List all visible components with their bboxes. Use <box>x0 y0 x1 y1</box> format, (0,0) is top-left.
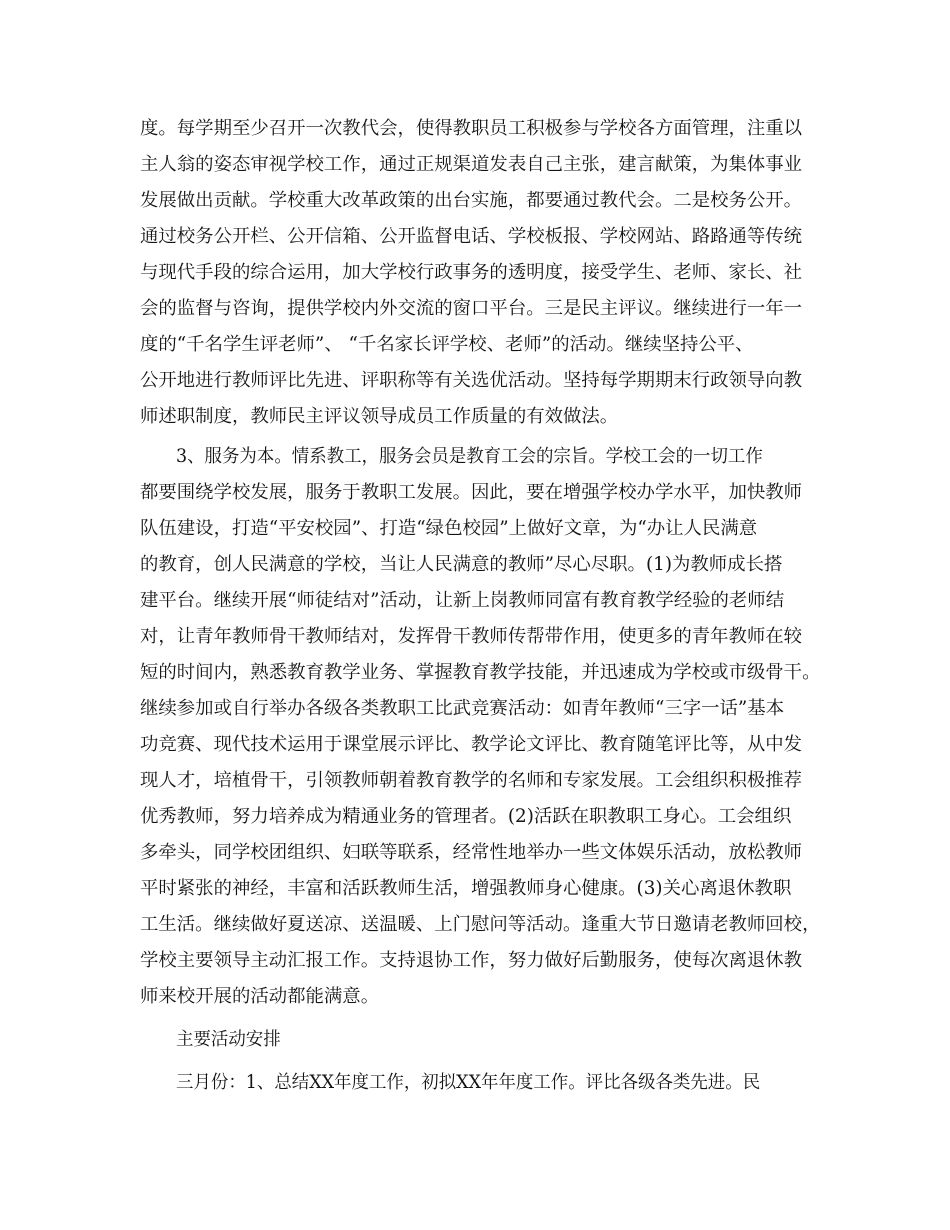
body-line-12: 队伍建设，打造“平安校园”、打造“绿色校园”上做好文章，为“办让人民满意 <box>140 518 758 539</box>
paragraph-service-first-line: 3、服务为本。情系教工，服务会员是教育工会的宗旨。学校工会的一切工作 <box>176 446 763 467</box>
body-line-1: 度。每学期至少召开一次教代会，使得教职员工积极参与学校各方面管理，注重以 <box>140 118 803 139</box>
body-line-20: 优秀教师，努力培养成为精通业务的管理者。(2)活跃在职教职工身心。工会组织 <box>140 806 792 827</box>
body-line-19: 现人才，培植骨干，引领教师朝着教育教学的名师和专家发展。工会组织积极推荐 <box>140 770 803 791</box>
body-line-3: 发展做出贡献。学校重大改革政策的出台实施，都要通过教代会。二是校务公开。 <box>140 190 803 211</box>
body-line-6: 会的监督与咨询，提供学校内外交流的窗口平台。三是民主评议。继续进行一年一 <box>140 298 803 319</box>
body-line-2: 主人翁的姿态审视学校工作，通过正规渠道发表自己主张，建言献策，为集体事业 <box>140 154 803 175</box>
schedule-march-line: 三月份：1、总结XX年度工作，初拟XX年年度工作。评比各级各类先进。民 <box>176 1072 761 1093</box>
body-line-17: 继续参加或自行举办各级各类教职工比武竞赛活动：如青年教师“三字一话”基本 <box>140 698 785 719</box>
body-line-13: 的教育，创人民满意的学校，当让人民满意的教师”尽心尽职。(1)为教师成长搭 <box>140 554 783 575</box>
body-line-4: 通过校务公开栏、公开信箱、公开监督电话、学校板报、学校网站、路路通等传统 <box>140 226 803 247</box>
body-line-5: 与现代手段的综合运用，加大学校行政事务的透明度，接受学生、老师、家长、社 <box>140 262 803 283</box>
body-line-15: 对，让青年教师骨干教师结对，发挥骨干教师传帮带作用，使更多的青年教师在较 <box>140 626 803 647</box>
body-line-21: 多牵头，同学校团组织、妇联等联系，经常性地举办一些文体娱乐活动，放松教师 <box>140 842 803 863</box>
body-line-11: 都要围绕学校发展，服务于教职工发展。因此，要在增强学校办学水平，加快教师 <box>140 482 803 503</box>
body-line-16: 短的时间内，熟悉教育教学业务、掌握教育教学技能，并迅速成为学校或市级骨干。 <box>140 662 821 683</box>
body-line-25: 师来校开展的活动都能满意。 <box>140 986 380 1007</box>
body-line-8: 公开地进行教师评比先进、评职称等有关选优活动。坚持每学期期末行政领导向教 <box>140 370 803 391</box>
body-line-23: 工生活。继续做好夏送凉、送温暖、上门慰问等活动。逢重大节日邀请老教师回校， <box>140 914 821 935</box>
section-heading-main-activities: 主要活动安排 <box>176 1029 281 1050</box>
body-line-18: 功竞赛、现代技术运用于课堂展示评比、教学论文评比、教育随笔评比等，从中发 <box>140 734 803 755</box>
body-line-9: 师述职制度，教师民主评议领导成员工作质量的有效做法。 <box>140 406 619 427</box>
body-line-22: 平时紧张的神经，丰富和活跃教师生活，增强教师身心健康。(3)关心离退休教职 <box>140 878 792 899</box>
body-line-24: 学校主要领导主动汇报工作。支持退协工作，努力做好后勤服务，使每次离退休教 <box>140 950 803 971</box>
body-line-7: 度的“千名学生评老师”、 “千名家长评学校、老师”的活动。继续坚持公平、 <box>140 334 754 355</box>
body-line-14: 建平台。继续开展“师徒结对”活动，让新上岗教师同富有教育教学经验的老师结 <box>140 590 785 611</box>
